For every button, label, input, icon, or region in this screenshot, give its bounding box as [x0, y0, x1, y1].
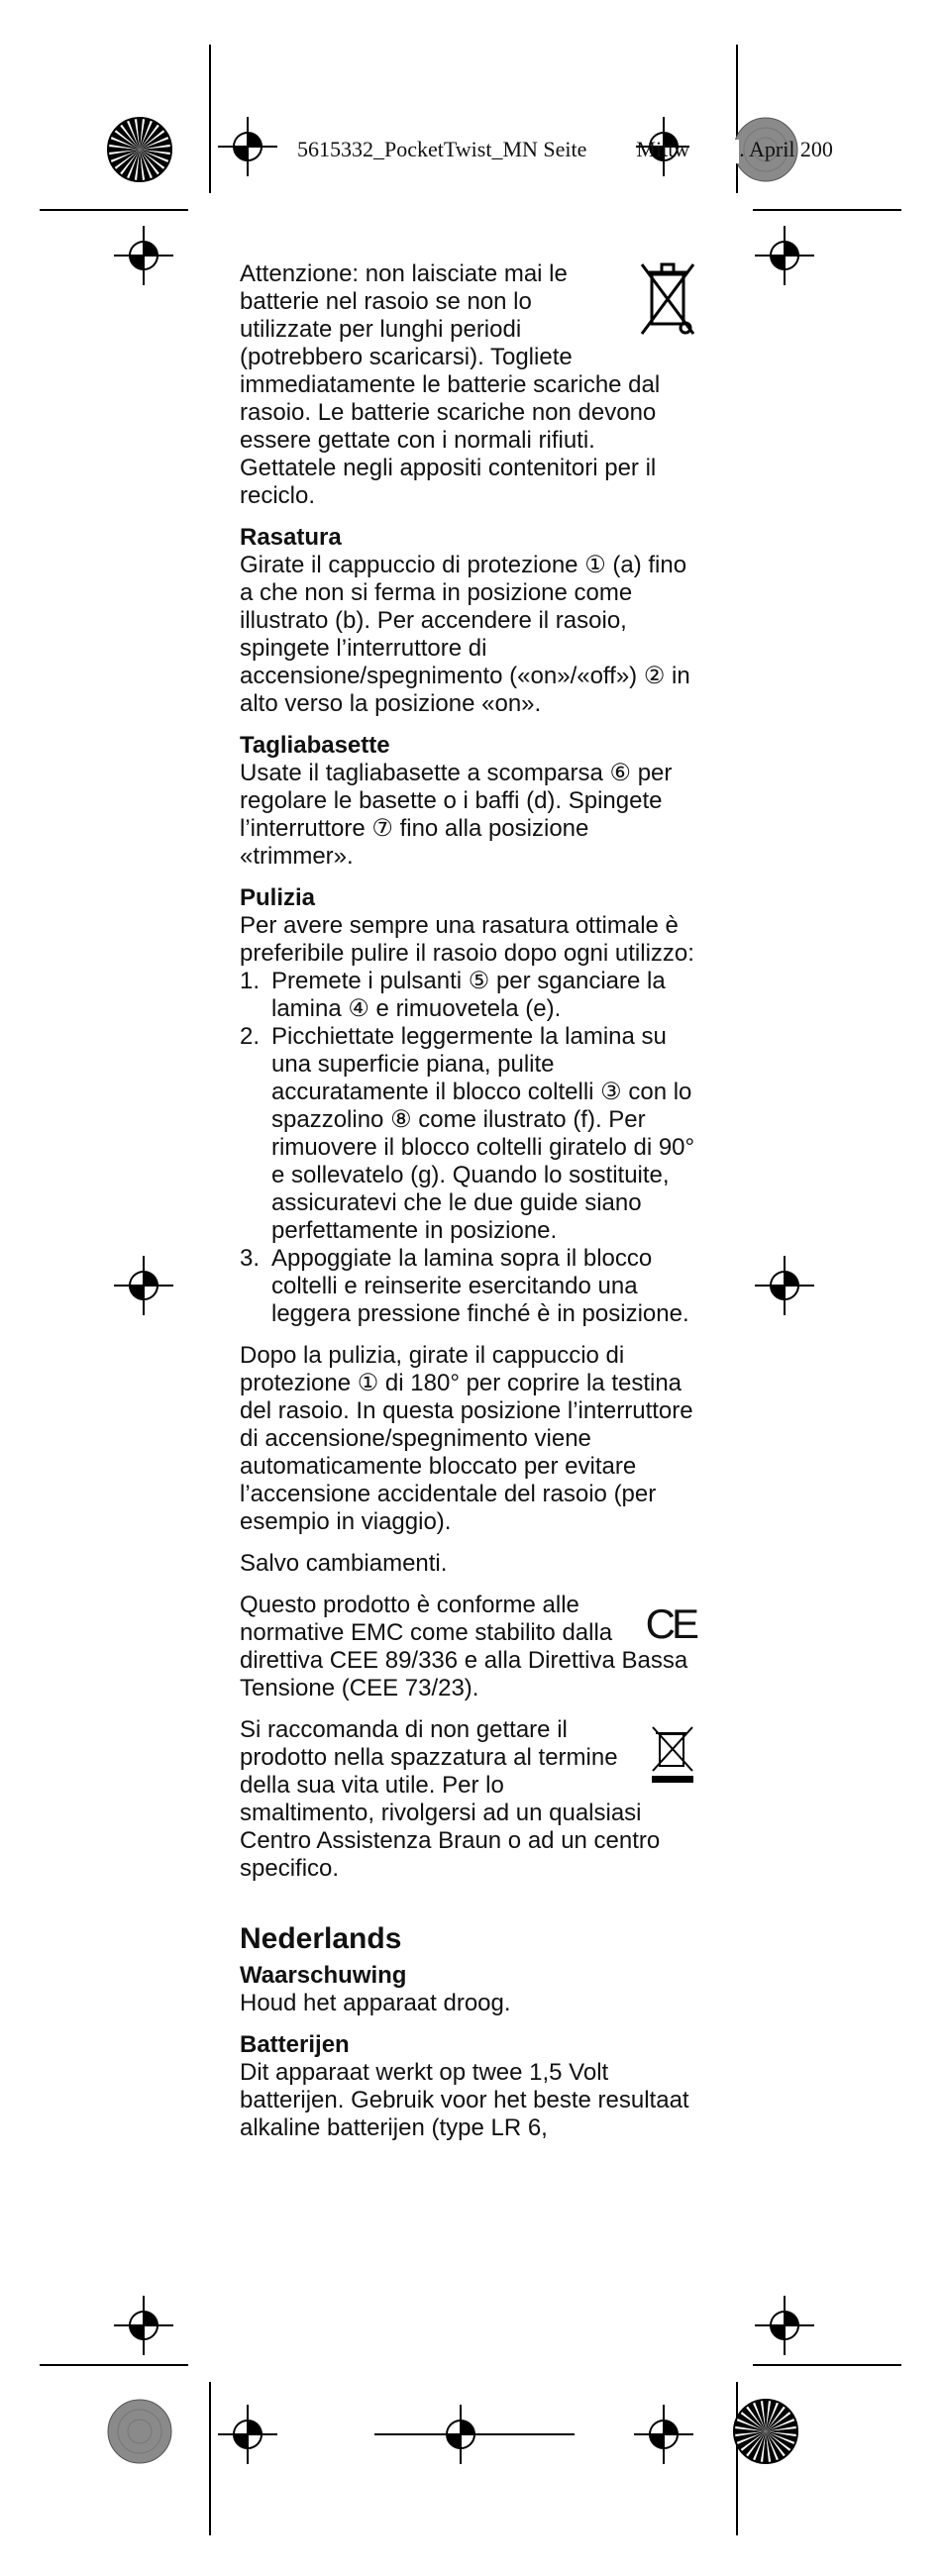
registration-mark-right-middle [755, 1256, 814, 1315]
content-column [240, 260, 695, 2156]
batterijen-heading: Batterijen [240, 2031, 350, 2058]
registration-mark-right-bottom [755, 2296, 814, 2355]
registration-mark-top-left [218, 117, 277, 176]
ce-text: Questo prodotto è conforme alle normative EMC come stabilito dalla direttiva CEE 89/336 e alla Direttiva Bassa Tensione (CEE 73/23). [240, 1592, 688, 1701]
pulizia-section [240, 884, 695, 1578]
waarschuwing-section [240, 1962, 695, 2017]
star-target-top-left [107, 117, 172, 182]
slug-right: . April 200 [739, 137, 833, 161]
tagliabasette-section [240, 732, 695, 871]
batterijen-text: Dit apparaat werkt op twee 1,5 Volt batterijen. Gebruik voor het beste resultaat alkaline batterijen (type LR 6, [240, 2059, 689, 2141]
registration-mark-left-top [114, 226, 173, 285]
salvo-text: Salvo cambiamenti. [240, 1550, 448, 1577]
pulizia-step: 3. Appoggiate la lamina sopra il blocco coltelli e reinserite esercitando una leggera pressione finché è in posizione. [240, 1245, 689, 1327]
waarschuwing-text: Houd het apparaat droog. [240, 1990, 511, 2016]
registration-mark-left-middle [114, 1256, 173, 1315]
battery-warning-text: Attenzione: non laisciate mai le batterie nel rasoio se non lo utilizzate per lunghi periodi (potrebbero scaricarsi). Togliete immediatamente le batterie scariche dal rasoio. Le batterie scariche non devono essere gettate con i normali rifiuti. Gettatele negli appositi contenitori per il reciclo. [240, 260, 661, 509]
rasatura-section [240, 524, 695, 718]
after-cleaning-text: Dopo la pulizia, girate il cappuccio di protezione ① di 180° per coprire la testina del rasoio. In questa posizione l’interruttore di accensione/spegnimento viene automaticamente bloccato per evitare l’accensione accidentale del rasoio (per esempio in viaggio). [240, 1342, 693, 1535]
tagliabasette-text: Usate il tagliabasette a scomparsa ⑥ per regolare le basette o i baffi (d). Spingete l’interruttore ⑦ fino alla posizione «trimmer». [240, 760, 673, 870]
tagliabasette-heading: Tagliabasette [240, 732, 390, 759]
registration-mark-bottom-right [634, 2405, 693, 2464]
registration-mark-right-top [755, 226, 814, 285]
pulizia-step: 1. Premete i pulsanti ⑤ per sganciare la lamina ④ e rimuovetela (e). [240, 968, 666, 1022]
waarschuwing-heading: Waarschuwing [240, 1962, 407, 1989]
nederlands-heading: Nederlands [240, 1922, 402, 1955]
grey-target-bottom-left [107, 2399, 172, 2464]
slug-left: 5615332_PocketTwist_MN Seite [297, 137, 587, 161]
registration-mark-left-bottom [114, 2296, 173, 2355]
disposal-section [240, 1716, 695, 1883]
disposal-text: Si raccomanda di non gettare il prodotto nella spazzatura al termine della sua vita utile. Per lo smaltimento, rivolgersi ad un qualsiasi Centro Assistenza Braun o ad un centro specifico. [240, 1716, 661, 1882]
star-target-bottom-right [733, 2399, 798, 2464]
registration-mark-bottom-left [218, 2405, 277, 2464]
pulizia-intro: Per avere sempre una rasatura ottimale è preferibile pulire il rasoio dopo ogni utilizzo: [240, 912, 694, 967]
slug-line [297, 137, 833, 163]
rasatura-heading: Rasatura [240, 524, 342, 551]
registration-mark-bottom-center [431, 2405, 490, 2464]
pulizia-heading: Pulizia [240, 884, 316, 911]
crossed-bin-icon [640, 260, 695, 338]
slug-middle: Mittw [636, 137, 690, 161]
pulizia-steps [240, 968, 695, 1328]
battery-warning-section [240, 260, 695, 510]
ce-mark: CE [645, 1600, 695, 1647]
ce-section [240, 1592, 695, 1702]
pulizia-step: 2. Picchiettate leggermente la lamina su una superficie piana, pulite accuratamente il blocco coltelli ③ con lo spazzolino ⑧ come ilustrato (f). Per rimuovere il blocco coltelli giratelo di 90° e sollevatelo (g). Quando lo sostituite, assicuratevi che le due guide siano perfettamente in posizione. [240, 1023, 695, 1244]
batterijen-section [240, 2031, 695, 2142]
weee-bin-icon [650, 1724, 695, 1784]
rasatura-text: Girate il cappuccio di protezione ① (a) fino a che non si ferma in posizione come illustrato (b). Per accendere il rasoio, spingete l’interruttore di accensione/spegnimento («on»/«off») ② in alto verso la posizione «on». [240, 552, 690, 717]
